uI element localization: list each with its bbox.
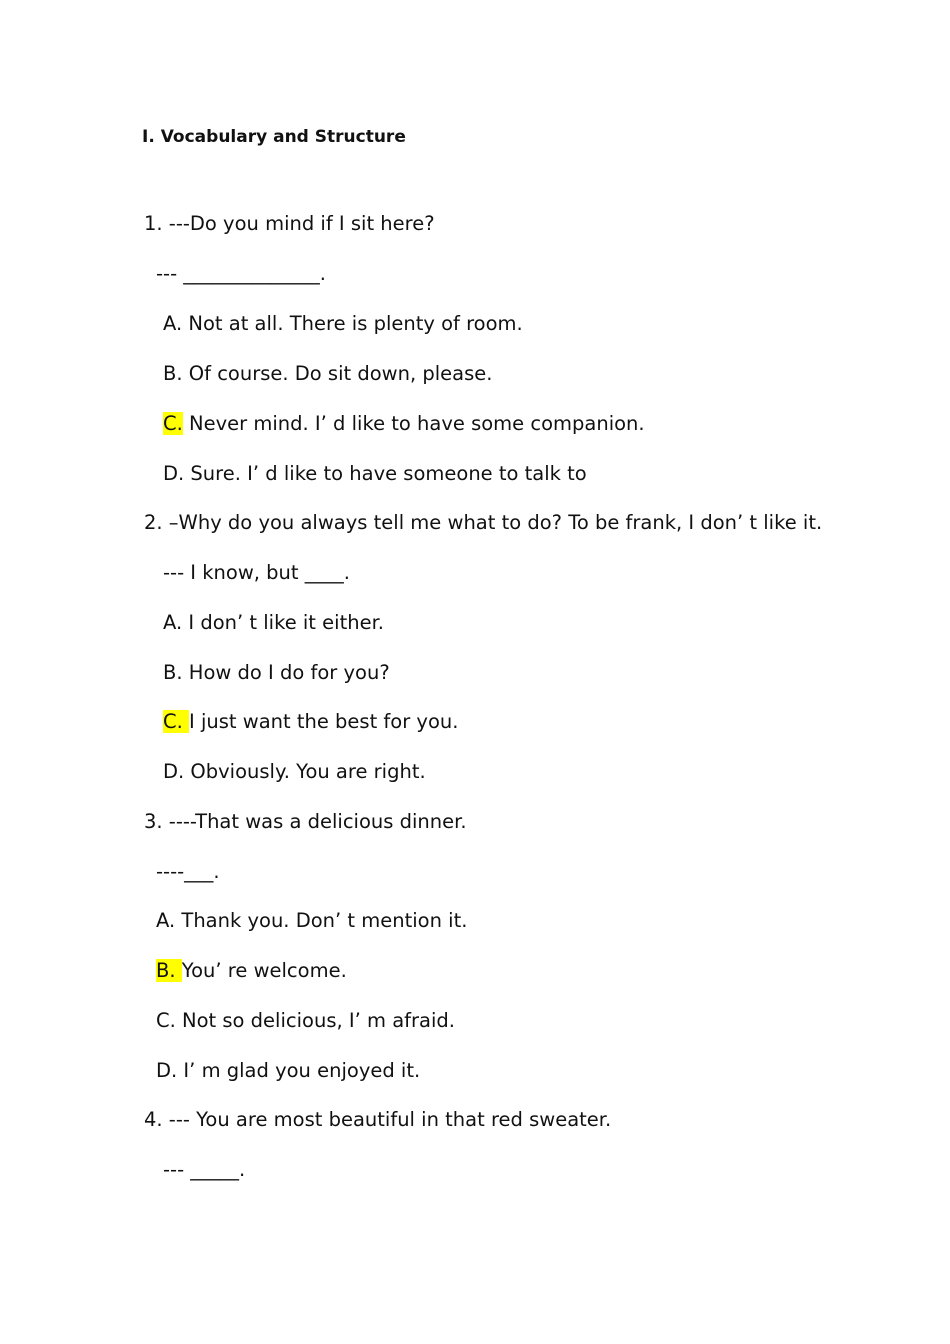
option-text: I don’ t like it either. — [182, 611, 384, 634]
option-letter: A. — [163, 312, 183, 335]
question-1-stem: 1. ---Do you mind if I sit here? — [144, 212, 435, 235]
question-1-option-c — [163, 411, 645, 437]
option-text: Not so delicious, I’ m afraid. — [175, 1009, 455, 1032]
highlighted-answer-letter: C. — [163, 710, 190, 733]
section-title: I. Vocabulary and Structure — [142, 127, 406, 147]
option-letter: C. — [156, 1009, 176, 1032]
option-text: How do I do for you? — [182, 661, 390, 684]
question-1-response: --- ______________. — [156, 262, 327, 285]
question-3-option-d — [156, 1058, 420, 1084]
option-letter: D. — [156, 1059, 178, 1082]
option-text: Thank you. Don’ t mention it. — [175, 909, 468, 932]
question-1-option-a — [163, 311, 523, 337]
question-1-option-b — [163, 361, 492, 387]
question-2-option-d — [163, 759, 426, 785]
question-4-stem: 4. --- You are most beautiful in that red sweater. — [144, 1108, 612, 1131]
option-text: Sure. I’ d like to have someone to talk to — [184, 462, 587, 485]
question-1-option-d — [163, 461, 587, 487]
highlighted-answer-letter: B. — [156, 959, 182, 982]
option-letter: B. — [163, 661, 183, 684]
highlighted-answer-letter: C. — [163, 412, 183, 435]
option-letter: B. — [163, 362, 183, 385]
option-text: Not at all. There is plenty of room. — [182, 312, 523, 335]
option-text: I just want the best for you. — [189, 710, 459, 733]
question-4-response: --- _____. — [163, 1158, 246, 1181]
option-text: You’ re welcome. — [181, 959, 347, 982]
question-3-response: ----___. — [156, 860, 220, 883]
option-letter: D. — [163, 760, 185, 783]
option-letter: A. — [163, 611, 183, 634]
question-3-option-b — [156, 958, 347, 984]
question-2-option-b — [163, 660, 390, 686]
option-text: Obviously. You are right. — [184, 760, 426, 783]
option-text: Never mind. I’ d like to have some companion. — [182, 412, 645, 435]
option-letter: D. — [163, 462, 185, 485]
option-text: I’ m glad you enjoyed it. — [177, 1059, 421, 1082]
question-3-stem: 3. ----That was a delicious dinner. — [144, 810, 467, 833]
question-2-response: --- I know, but ____. — [163, 561, 350, 584]
option-text: Of course. Do sit down, please. — [182, 362, 493, 385]
question-2-stem: 2. –Why do you always tell me what to do? To be frank, I don’ t like it. — [144, 511, 823, 534]
question-2-option-c — [163, 709, 458, 735]
question-3-option-a — [156, 908, 467, 934]
question-2-option-a — [163, 610, 384, 636]
option-letter: A. — [156, 909, 176, 932]
question-3-option-c — [156, 1008, 455, 1034]
